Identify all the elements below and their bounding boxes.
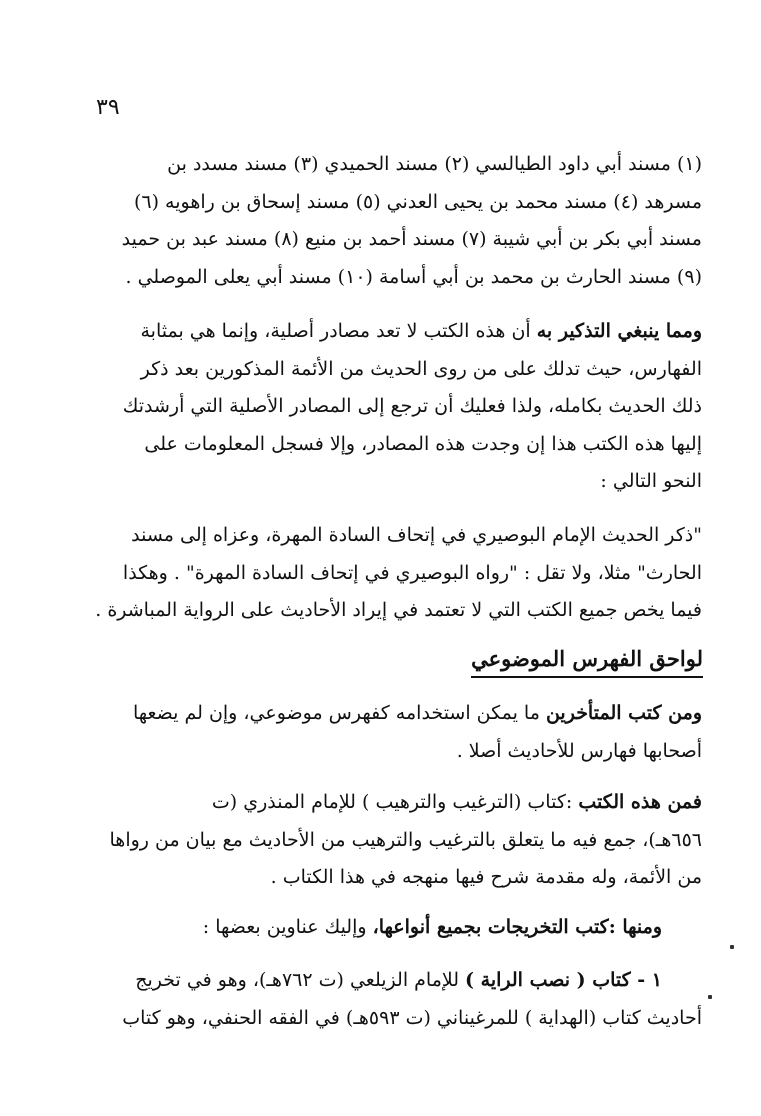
text-line: وإليك عناوين بعضها :: [202, 916, 367, 938]
bold-lead-text: ومنها :كتب التخريجات بجميع أنواعها،: [372, 916, 662, 938]
page-number: ٣٩: [96, 95, 120, 120]
text-line: فيما يخص جميع الكتب التي لا تعتمد في إيراد الأحاديث على الرواية المباشرة .: [95, 599, 702, 621]
paragraph-takhrij-intro: [92, 909, 702, 947]
bold-lead-text: ومن كتب المتأخرين: [545, 702, 702, 724]
text-line: الحارث" مثلا، ولا تقل : "رواه البوصيري في إتحاف السادة المهرة" . وهكذا: [122, 561, 702, 584]
paragraph-later-books: [92, 695, 702, 770]
paragraph-nasb-al-raya: [92, 962, 702, 1037]
text-line: أصحابها فهارس للأحاديث أصلا .: [456, 739, 702, 762]
text-line: أن هذه الكتب لا تعد مصادر أصلية، وإنما هي بمثابة: [140, 320, 531, 342]
text-line: إليها هذه الكتب هذا إن وجدت هذه المصادر، وإلا فسجل المعلومات على: [144, 432, 702, 455]
text-line: ذلك الحديث بكامله، ولذا فعليك أن ترجع إلى المصادر الأصلية التي أرشدتك: [122, 395, 702, 417]
scan-speck: [730, 945, 734, 949]
text-line: (٩) مسند الحارث بن محمد بن أبي أسامة (١٠) مسند أبي يعلى الموصلي .: [125, 265, 702, 288]
bold-lead-text: ١ - كتاب ( نصب الراية ): [465, 969, 662, 991]
text-line: ما يمكن استخدامه كفهرس موضوعي، وإن لم يضعها: [132, 702, 540, 724]
paragraph-example-quote: [92, 517, 702, 630]
bold-lead-text: فمن هذه الكتب: [578, 791, 702, 813]
paragraph-musnad-list: [92, 146, 702, 296]
paragraph-targhib: [92, 784, 702, 897]
text-line: :كتاب (الترغيب والترهيب ) للإمام المنذري (ت: [211, 791, 573, 813]
text-line: من الأئمة، وله مقدمة شرح فيها منهجه في هذا الكتاب .: [270, 866, 702, 888]
text-line: النحو التالي :: [600, 470, 702, 492]
text-line: للإمام الزيلعي (ت ٧٦٢هـ)، وهو في تخريج: [135, 969, 459, 991]
text-line: أحاديث كتاب (الهداية ) للمرغيناني (ت ٥٩٣هـ) في الفقه الحنفي، وهو كتاب: [122, 1006, 702, 1029]
text-line: ٦٥٦هـ)، جمع فيه ما يتعلق بالترغيب والترهيب من الأحاديث مع بيان من رواها: [109, 828, 702, 851]
paragraph-reminder: [92, 313, 702, 501]
scan-speck: [708, 995, 712, 999]
bold-lead-text: ومما ينبغي التذكير به: [536, 320, 702, 342]
text-line: الفهارس، حيث تدلك على من روى الحديث من الأئمة المذكورين بعد ذكر: [140, 357, 702, 380]
text-line: (١) مسند أبي داود الطيالسي (٢) مسند الحميدي (٣) مسند مسدد بن: [167, 153, 702, 175]
text-line: "ذكر الحديث الإمام البوصيري في إتحاف السادة المهرة، وعزاه إلى مسند: [131, 524, 702, 546]
text-line: مسرهد (٤) مسند محمد بن يحيى العدني (٥) مسند إسحاق بن راهويه (٦): [133, 190, 702, 213]
text-line: مسند أبي بكر بن أبي شيبة (٧) مسند أحمد بن منيع (٨) مسند عبد بن حميد: [121, 228, 702, 250]
section-heading: لواحق الفهرس الموضوعي: [471, 644, 703, 678]
